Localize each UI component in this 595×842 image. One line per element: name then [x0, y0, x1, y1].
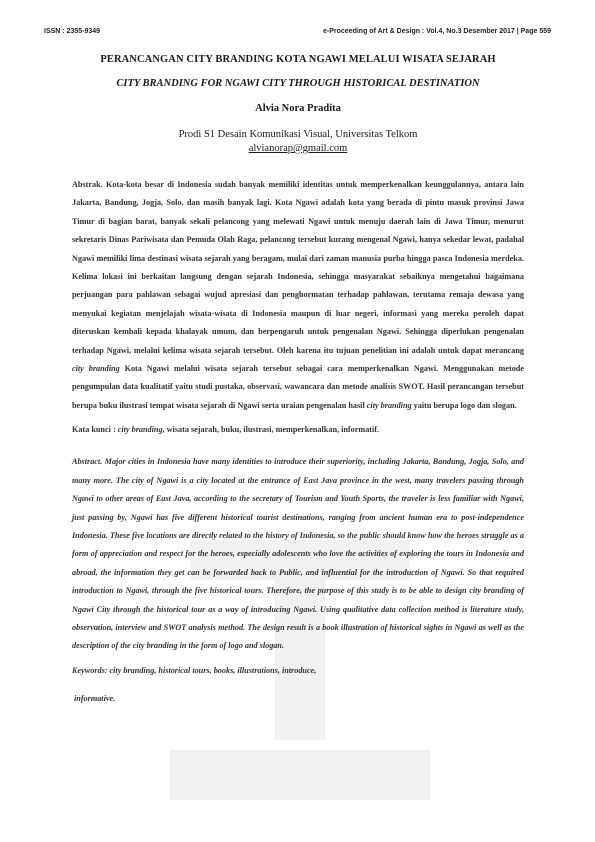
author-email-link[interactable]: alvianorap@gmail.com — [248, 143, 348, 154]
journal-citation: e-Proceeding of Art & Design : Vol.4, No.3 Desember 2017 | Page 559 — [323, 28, 551, 35]
abstrak-text-3: yaitu berupa logo dan slogan. — [411, 400, 517, 410]
abstrak-text-2: Kota Ngawi melalui wisata sejarah tersebut sebagai cara memperkenalkan Ngawi. Menggunakan metode pengumpulan data kualitatif yaitu studi pustaka, observasi, wawancara dan metode analisis SWOT. Hasil perancangan tersebut berupa buku ilustrasi tempat wisata sejarah di Ngawi serta uraian pengenalan hasil — [72, 364, 524, 410]
kata-kunci-label: Kata kunci : — [72, 425, 118, 435]
issn-label: ISSN : 2355-9349 — [44, 28, 101, 35]
kata-kunci-italic: city branding — [117, 425, 163, 435]
author-name: Alvia Nora Pradita — [255, 103, 341, 114]
running-header — [44, 28, 551, 40]
paper-body — [72, 48, 524, 706]
abstrak-italic-1: city branding — [72, 364, 120, 374]
kata-kunci — [72, 423, 524, 437]
keywords-line-2: informative. — [74, 693, 116, 703]
abstrak-text-1: Abstrak. Kota-kota besar di Indonesia sudah banyak memiliki identitas untuk memperkenalkan keunggulannya, antara lain Jakarta, Bandung, Jogja, Solo, dan masih banyak lagi. Kota Ngawi adalah kota yang berada di pintu masuk provinsi Jawa Timur di bagian barat, banyak sekali pelancong yang melewati Ngawi untuk menuju daerah lain di Jawa Timur, menurut sekretaris Dinas Pariwisata dan Pemuda Olah Raga, pelancong tersebut kurang mengenal Ngawi, hanya sekedar lewat, padahal Ngawi memiliki lima destinasi wisata sejarah yang beragam, mulai dari zaman manusia purba hingga pasca Indonesia merdeka. Kelima lokasi ini berkaitan langsung dengan sejarah Indonesia, sehingga masyarakat sebaiknya mengetahui bagaimana perjuangan para pahlawan sebagai wujud apresiasi dan penghormatan terhadap pahlawan, terutama remaja dewasa yang menyukai kegiatan menjelajah wisata-wisata di Indonesia maupun di luar negeri, informasi yang mereka peroleh dapat diteruskan kembali kepada khalayak umum, dan berpengaruh untuk pengenalan Ngawi. Sehingga diperlukan pengenalan terhadap Ngawi, melalui kelima wisata sejarah tersebut. Oleh karena itu tujuan penelitian ini adalah untuk dapat merancang — [72, 180, 524, 355]
author-affiliation: Prodi S1 Desain Komunikasi Visual, Universitas Telkom — [178, 129, 418, 140]
abstrak-italic-2: city branding — [366, 400, 412, 410]
paper-title: PERANCANGAN CITY BRANDING KOTA NGAWI MELALUI WISATA SEJARAH — [100, 54, 496, 65]
kata-kunci-rest: , wisata sejarah, buku, ilustrasi, memperkenalkan, informatif. — [162, 425, 380, 435]
abstrak-paragraph — [72, 176, 524, 415]
keywords-line-1: Keywords: city branding, historical tours, books, illustrations, introduce, — [72, 665, 317, 675]
paper-subtitle: CITY BRANDING FOR NGAWI CITY THROUGH HISTORICAL DESTINATION — [116, 78, 480, 89]
abstract-english: Abstract. Major cities in Indonesia have many identities to introduce their superiority, including Jakarta, Bandung, Jogja, Solo, and many more. The city of Ngawi is a city located at the entrance of East Java province in the west, many travelers passing through Ngawi to other areas of East Java, according to the secretary of Tourism and Youth Sports, the traveler is less familiar with Ngawi, just passing by, Ngawi has five different historical tourist destinations, ranging from ancient human era to post-independence Indonesia. These five locations are directly related to the history of Indonesia, so the public should know how the heroes struggle as a form of appreciation and respect for the heroes, especially adolescents who love the activities of exploring the tours in Indonesia and abroad, the information they get can be forwarded back to Public, and influential for the introduction of Ngawi. So that required introduction to Ngawi, through the five historical tours. Therefore, the purpose of this study is to be able to design city branding of Ngawi City through the historical tour as a way of introducing Ngawi. Using qualitative data collection method is literature study, observation, interview and SWOT analysis method. The design result is a book illustration of historical sights in Ngawi as well as the description of the city branding in the form of logo and slogan. — [72, 457, 524, 651]
